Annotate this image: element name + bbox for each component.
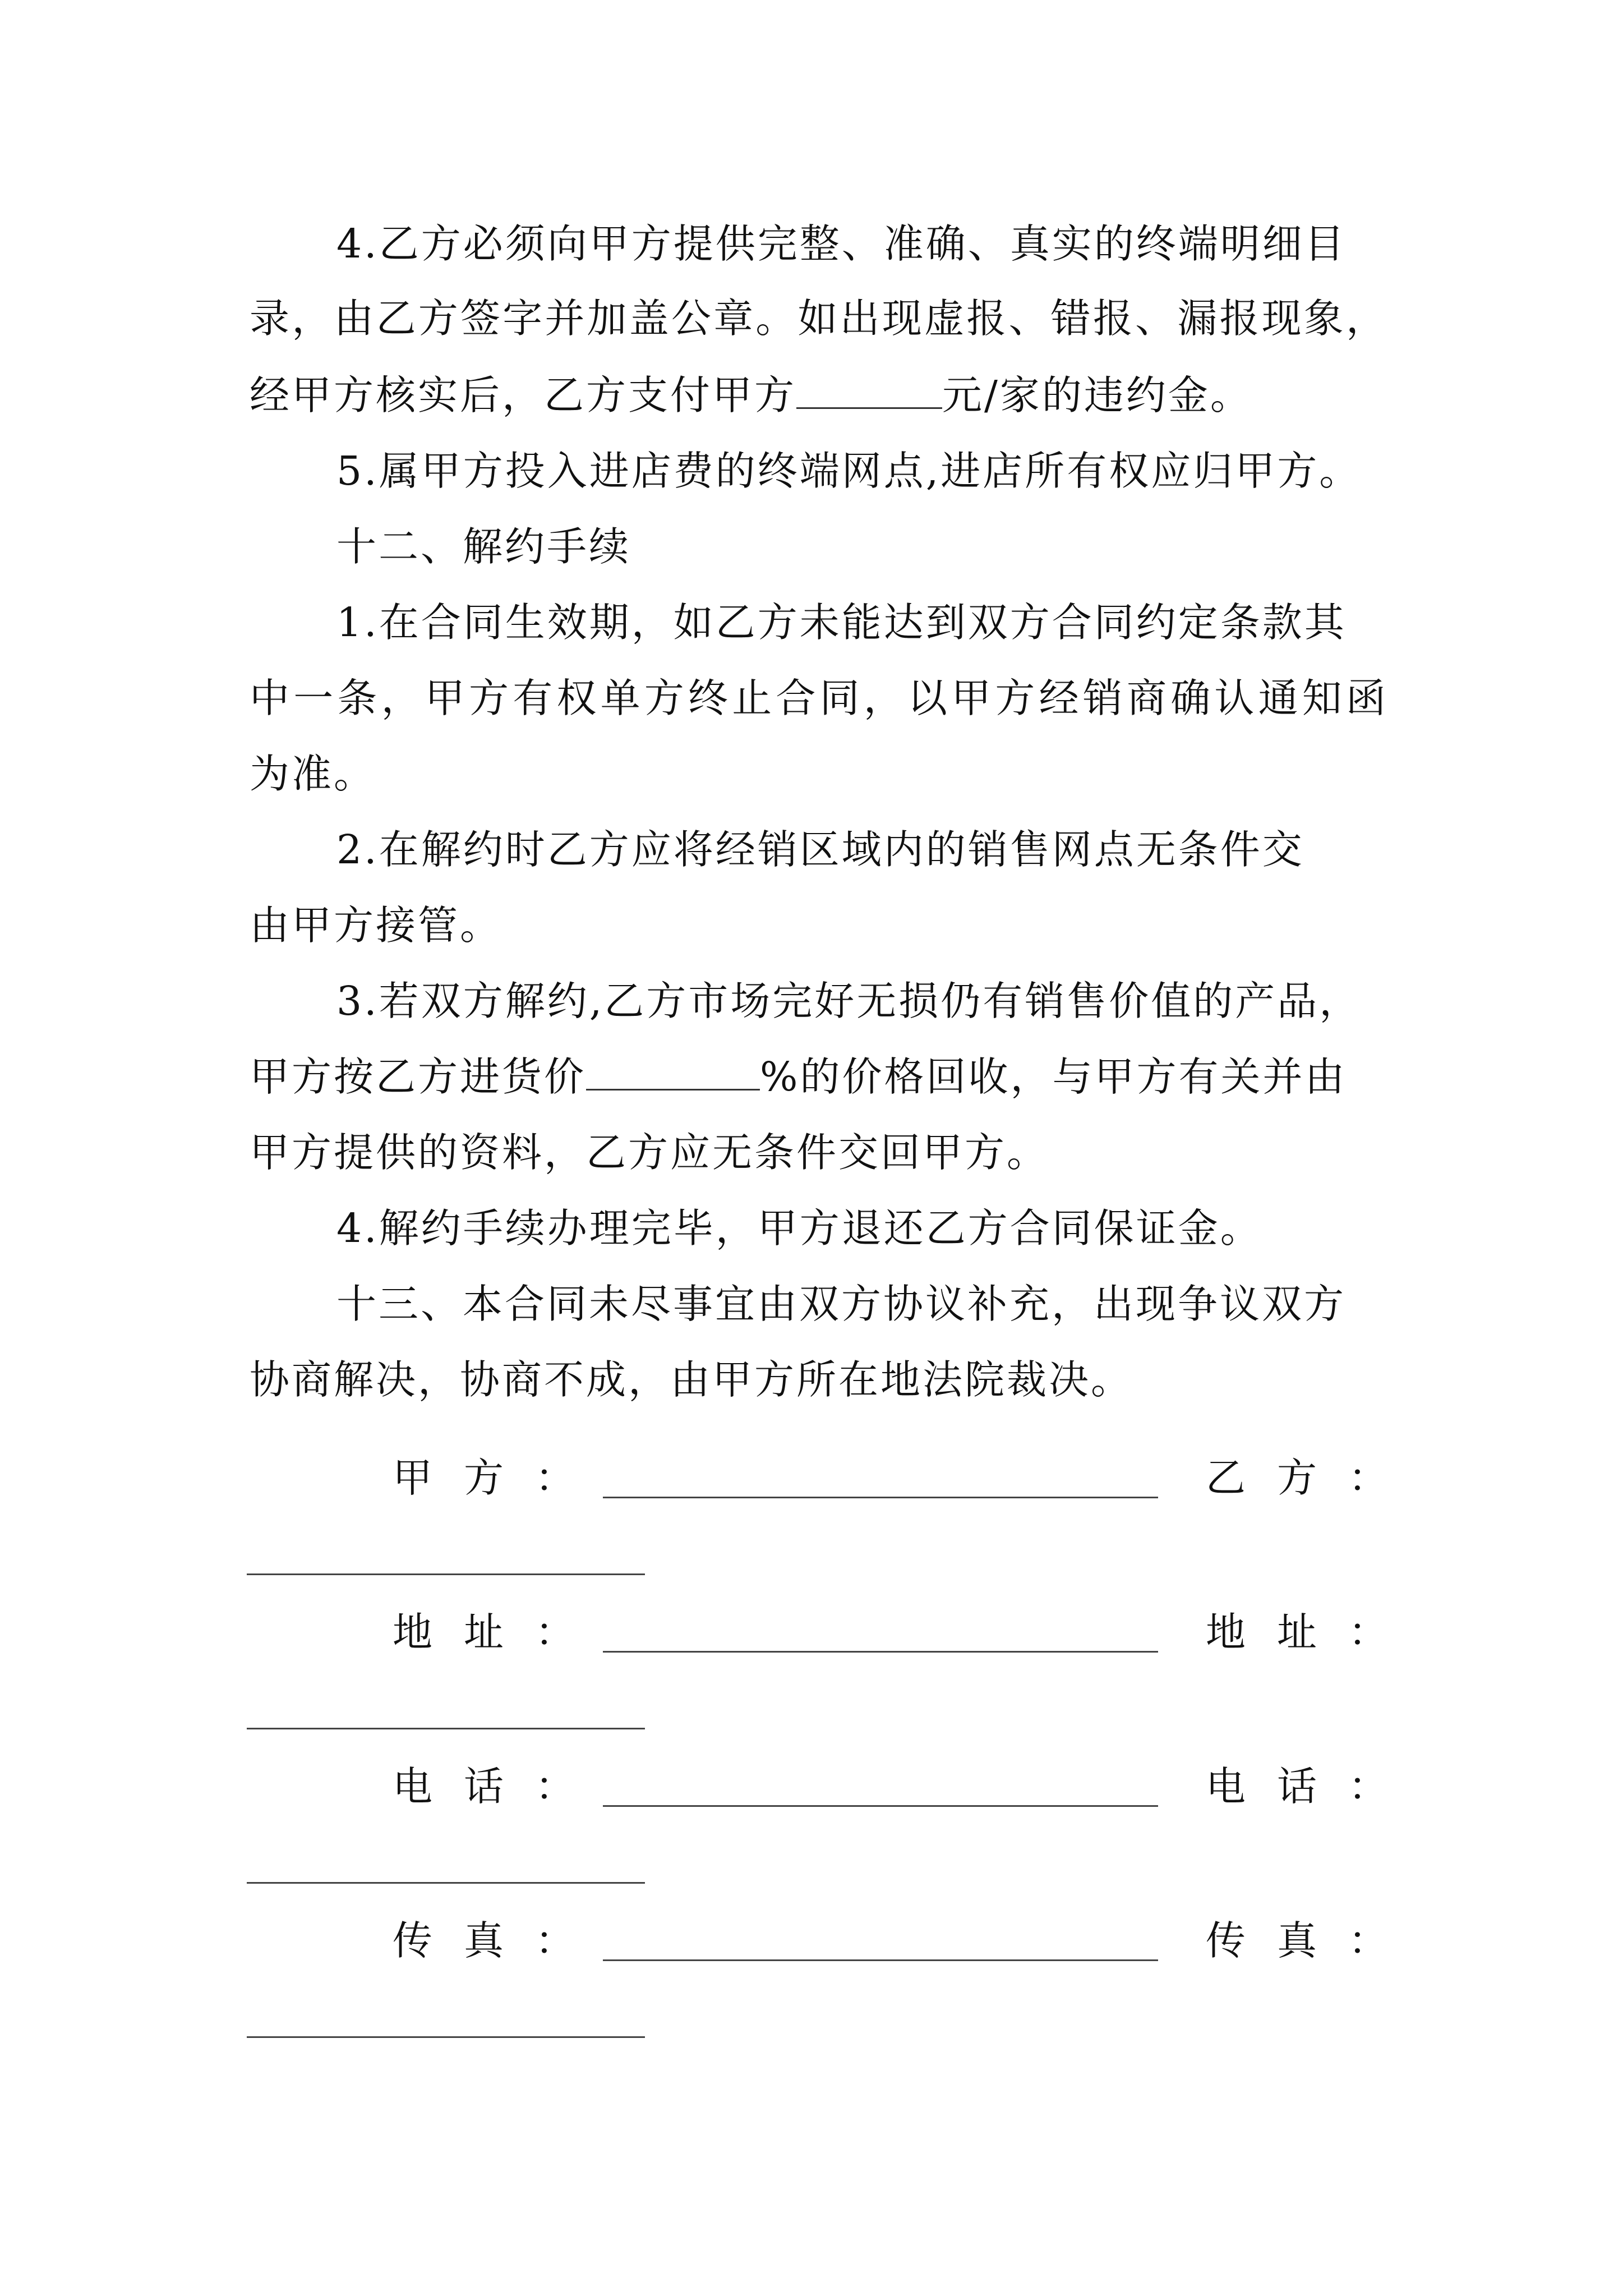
party-b-fax-line[interactable] <box>247 2036 645 2038</box>
s12-item-1-line-3: 为准。 <box>250 751 376 797</box>
party-a-fax-line[interactable] <box>603 1959 1158 1961</box>
clause-4-line-3-pre: 经甲方核实后，乙方支付甲方 <box>250 372 797 418</box>
party-b-fax-label: 传 真 ： <box>1206 1917 1389 1964</box>
s12-item-2-line-2: 由甲方接管。 <box>250 902 502 949</box>
party-b-label: 乙 方 ： <box>1206 1455 1389 1501</box>
clause-4-line-3-post: 元/家的违约金。 <box>942 372 1252 418</box>
party-b-address-label: 地 址 ： <box>1206 1609 1389 1655</box>
s12-item-3-line-1: 3.若双方解约,乙方市场完好无损仍有销售价值的产品， <box>336 978 1362 1024</box>
party-a-phone-label: 电 话 ： <box>393 1763 575 1810</box>
s12-item-3-line-2-post: %的价格回收，与甲方有关并由 <box>760 1053 1347 1100</box>
s12-item-4: 4.解约手续办理完毕，甲方退还乙方合同保证金。 <box>336 1205 1262 1251</box>
clause-5: 5.属甲方投入进店费的终端网点,进店所有权应归甲方。 <box>336 448 1362 494</box>
clause-4-line-3 <box>250 370 1388 421</box>
section-13-line-1: 十三、本合同未尽事宜由双方协议补充，出现争议双方 <box>336 1281 1347 1327</box>
party-b-name-line[interactable] <box>247 1573 645 1575</box>
s12-item-3-line-2-pre: 甲方按乙方进货价 <box>250 1053 587 1100</box>
section-12-title: 十二、解约手续 <box>336 523 631 570</box>
s12-item-3-line-3: 甲方提供的资料，乙方应无条件交回甲方。 <box>250 1129 1049 1176</box>
party-a-name-line[interactable] <box>603 1497 1158 1498</box>
s12-item-1-line-2: 中一条，甲方有权单方终止合同，以甲方经销商确认通知函 <box>250 675 1388 721</box>
s12-item-1-line-1: 1.在合同生效期，如乙方未能达到双方合同约定条款其 <box>336 599 1347 646</box>
party-a-label: 甲 方 ： <box>393 1455 575 1501</box>
s12-item-3-line-2 <box>250 1052 1388 1102</box>
s12-item-2-line-1: 2.在解约时乙方应将经销区域内的销售网点无条件交 <box>336 826 1304 873</box>
clause-4-line-1: 4.乙方必须向甲方提供完整、准确、真实的终端明细目 <box>336 220 1347 267</box>
party-a-address-line[interactable] <box>603 1651 1158 1653</box>
party-b-address-line[interactable] <box>247 1728 645 1729</box>
party-a-fax-label: 传 真 ： <box>393 1917 575 1964</box>
party-b-phone-label: 电 话 ： <box>1206 1763 1389 1810</box>
clause-4-line-2: 录，由乙方签字并加盖公章。如出现虚报、错报、漏报现象， <box>250 295 1388 342</box>
party-a-address-label: 地 址 ： <box>393 1609 575 1655</box>
party-a-phone-line[interactable] <box>603 1805 1158 1807</box>
buyback-percent-blank[interactable] <box>586 1055 760 1091</box>
penalty-amount-blank[interactable] <box>796 374 942 409</box>
party-b-phone-line[interactable] <box>247 1882 645 1884</box>
section-13-line-2: 协商解决，协商不成，由甲方所在地法院裁决。 <box>250 1356 1133 1403</box>
